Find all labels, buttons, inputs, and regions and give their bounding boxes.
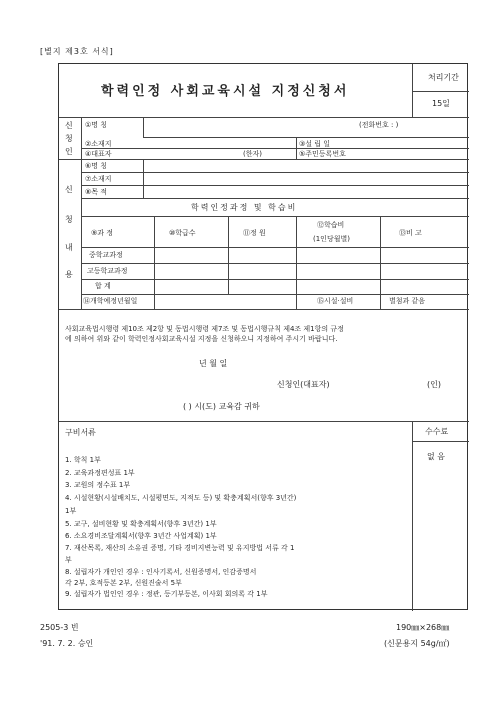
page-title: 학력인정 사회교육시설 지정신청서 bbox=[101, 84, 350, 99]
document-item: 9. 설립자가 법인인 경우 : 정관, 등기부등본, 이사회 회의록 각 1부 bbox=[65, 590, 268, 598]
divider bbox=[81, 172, 469, 173]
form-code: 2505-3 빈 bbox=[40, 623, 79, 632]
document-item: 2. 교육과정편성표 1부 bbox=[65, 469, 135, 477]
row-high-school: 고등학교과정 bbox=[87, 267, 128, 275]
course-header: 학력인정과정 및 학습비 bbox=[191, 203, 298, 212]
divider-title bbox=[59, 117, 469, 118]
column-course: ⑨과 정 bbox=[91, 229, 114, 237]
document-item: 1부 bbox=[65, 507, 77, 515]
divider bbox=[81, 247, 469, 248]
applicant-side-char: 인 bbox=[65, 147, 73, 156]
facility-equipment-label: ⑮시설·설비 bbox=[317, 297, 354, 305]
form-label: [별지 제3호 서식] bbox=[40, 47, 114, 56]
seal-mark: (인) bbox=[427, 380, 441, 389]
divider bbox=[143, 159, 144, 198]
divider bbox=[81, 216, 469, 217]
divider bbox=[296, 216, 297, 309]
content-side-char: 내 bbox=[65, 243, 73, 252]
processing-label: 처리기간 bbox=[428, 73, 459, 82]
divider bbox=[296, 137, 297, 159]
divider-statement bbox=[59, 421, 469, 422]
purpose-label: ⑧목 적 bbox=[85, 188, 108, 196]
signer-label: 신청인(대표자) bbox=[277, 380, 330, 389]
representative-label: ④대표자 bbox=[85, 150, 112, 158]
column-fee: ⑫학습비 bbox=[317, 221, 345, 229]
attached-note: 별첨과 같음 bbox=[389, 297, 426, 305]
divider bbox=[81, 263, 469, 264]
divider bbox=[81, 148, 469, 149]
divider bbox=[154, 216, 155, 309]
paper-type: (신문용지 54g/㎡) bbox=[384, 639, 450, 648]
document-item: 부 bbox=[65, 556, 72, 564]
content-side-char: 신 bbox=[65, 185, 73, 194]
divider bbox=[81, 294, 469, 295]
document-item: 4. 시설현황(시설배치도, 시설평면도, 지적도 등) 및 확충계획서(향후 3년간) bbox=[65, 494, 297, 502]
phone-label: (전화번호 : ) bbox=[359, 121, 399, 129]
divider bbox=[81, 185, 469, 186]
statement-line-1: 사회교육법시행령 제10조 제2항 및 동법시행령 제7조 및 동법시행규칙 제4조 제1항의 규정 bbox=[65, 325, 344, 333]
document-item: 7. 재산목록, 재산의 소유권 증명, 기타 경비지변능력 및 유지방법 서류 각 1 bbox=[65, 544, 295, 552]
hanja-label: (한자) bbox=[243, 150, 262, 158]
column-capacity: ⑪정 원 bbox=[243, 229, 266, 237]
documents-label: 구비서류 bbox=[65, 428, 96, 437]
column-classes: ⑩학급수 bbox=[169, 229, 196, 237]
date-line: 년 월 일 bbox=[199, 359, 228, 368]
document-item: 1. 학칙 1부 bbox=[65, 456, 101, 464]
open-date-label: ⑭개학예정년월일 bbox=[83, 297, 138, 305]
fee-value: 없 음 bbox=[427, 452, 445, 461]
resident-number-label: ⑤주민등록번호 bbox=[299, 150, 346, 158]
facility-name-label: ⑥명 칭 bbox=[85, 162, 108, 170]
paper-size: 190㎜×268㎜ bbox=[396, 623, 450, 632]
applicant-address-label: ②소재지 bbox=[85, 140, 112, 148]
document-item: 5. 교구, 설비현황 및 확충계획서(향후 3년간) 1부 bbox=[65, 520, 217, 528]
approval-date: '91. 7. 2. 승인 bbox=[40, 639, 94, 648]
divider-applicant bbox=[59, 159, 469, 160]
document-item: 8. 설립자가 개인인 경우 : 인사기록서, 신원증명서, 인감증명서 bbox=[65, 568, 257, 576]
applicant-side-char: 신 bbox=[65, 121, 73, 130]
divider bbox=[81, 198, 469, 199]
column-fee-unit: (1인당월별) bbox=[313, 235, 350, 243]
divider-fee bbox=[412, 421, 413, 611]
divider bbox=[81, 279, 469, 280]
facility-address-label: ⑦소재지 bbox=[85, 175, 112, 183]
document-item: 3. 교원의 정수표 1부 bbox=[65, 481, 131, 489]
divider bbox=[380, 216, 381, 309]
divider bbox=[412, 91, 469, 92]
application-form bbox=[58, 63, 468, 610]
statement-line-2: 에 의하여 위와 같이 학력인정사회교육시설 지정을 신청하오니 지정하여 주시기 바랍니다. bbox=[65, 335, 338, 343]
processing-value: 15일 bbox=[432, 99, 450, 108]
content-side-char: 용 bbox=[65, 270, 73, 279]
divider-content bbox=[59, 309, 469, 310]
column-remarks: ⑬비 고 bbox=[399, 229, 422, 237]
content-side-char: 청 bbox=[65, 215, 73, 224]
recipient-line: ( ) 시(도) 교육감 귀하 bbox=[183, 402, 260, 411]
row-total: 합 계 bbox=[95, 282, 111, 290]
document-item: 6. 소요경비조달계획서(향후 3년간 사업계획) 1부 bbox=[65, 532, 217, 540]
establish-date-label: ③설 립 일 bbox=[299, 140, 331, 148]
fee-label: 수수료 bbox=[425, 427, 449, 436]
divider bbox=[143, 137, 469, 138]
applicant-side-char: 청 bbox=[65, 134, 73, 143]
divider-side bbox=[81, 117, 82, 309]
divider bbox=[143, 117, 144, 137]
divider bbox=[228, 216, 229, 294]
applicant-name-label: ①명 칭 bbox=[85, 121, 108, 129]
divider bbox=[412, 441, 469, 442]
row-middle-school: 중학교과정 bbox=[89, 251, 123, 259]
document-item: 각 2부, 호적등본 2부, 신원진술서 5부 bbox=[65, 579, 182, 587]
